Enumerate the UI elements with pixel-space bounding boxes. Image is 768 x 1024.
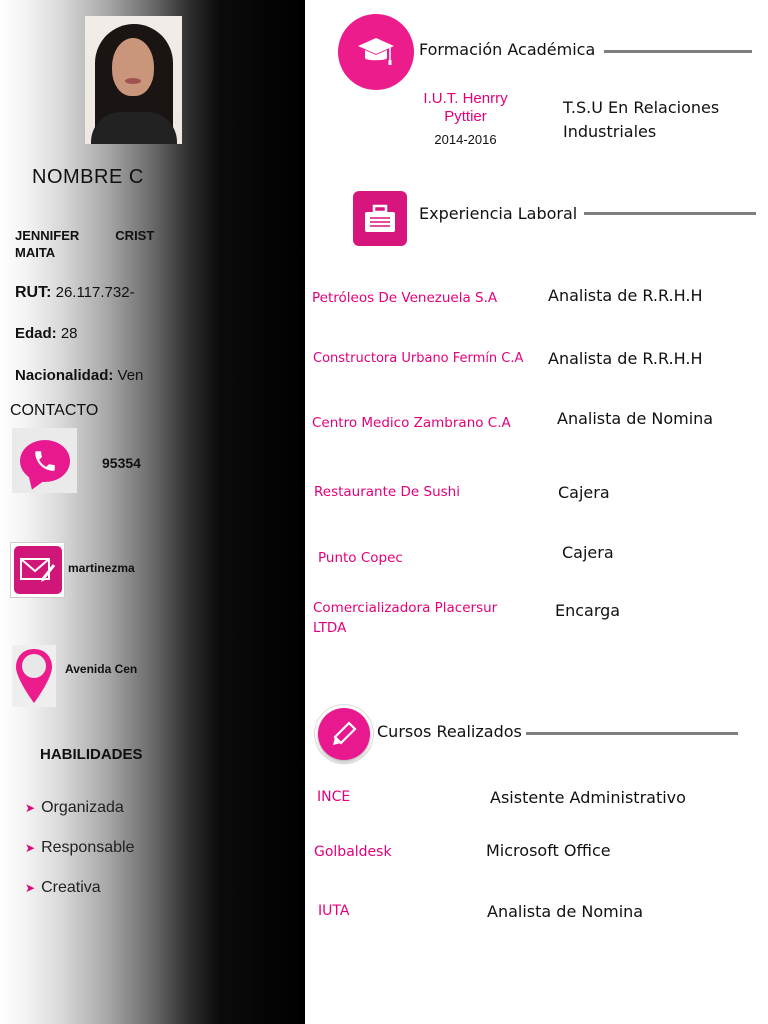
phone-icon [12,428,77,493]
job-company: Constructora Urbano Fermín C.A [313,351,524,366]
course-name: Asistente Administrativo [490,788,686,807]
arrow-bullet-icon: ➤ [25,881,36,895]
arrow-bullet-icon: ➤ [25,841,36,855]
education-degree: T.S.U En Relaciones Industriales [563,98,720,141]
skill-item [25,839,134,857]
phone-number: 95354 [102,455,141,471]
graduation-cap-icon [338,14,414,90]
job-company: Punto Copec [318,550,403,566]
briefcase-icon [353,191,407,246]
job-role: Analista de R.R.H.H [548,349,703,368]
education-years: 2014-2016 [434,132,497,147]
age-row [15,325,78,342]
nationality-label: Nacionalidad: [15,367,114,384]
skills-title: HABILIDADES [40,746,143,763]
job-company: Petróleos De Venezuela S.A [312,290,498,306]
course-org: IUTA [318,903,350,919]
job-company: Comercializadora Placersur LTDA [313,600,498,636]
job-company: Restaurante De Sushi [314,484,460,500]
pencil-icon [314,704,374,764]
contact-title: CONTACTO [10,402,99,419]
map-pin-icon [12,645,56,707]
email-address: martinezma [68,561,135,575]
skill-item [25,879,101,897]
experience-title: Experiencia Laboral [419,204,578,223]
nationality-row [15,367,143,384]
education-title: Formación Académica [419,40,596,59]
skill-item [25,799,124,817]
nationality-value: Ven [113,367,144,384]
section-divider [604,50,752,53]
skill-label: Responsable [41,839,135,856]
envelope-icon [10,542,65,598]
skill-label: Organizada [41,799,124,816]
job-role: Analista de R.R.H.H [548,286,703,305]
rut-row [15,284,135,302]
skill-label: Creativa [41,879,101,896]
course-name: Microsoft Office [486,841,611,860]
job-role: Encarga [555,601,621,620]
section-divider [584,212,756,215]
name-second: CRIST [115,228,155,243]
courses-title: Cursos Realizados [377,722,522,741]
course-org: INCE [317,789,351,805]
job-role: Analista de Nomina [557,409,714,428]
profile-photo [85,16,182,144]
rut-value: 26.117.732- [51,284,135,301]
full-name [15,227,295,261]
section-divider [526,732,738,735]
job-company: Centro Medico Zambrano C.A [312,415,511,431]
course-org: Golbaldesk [314,844,392,860]
course-name: Analista de Nomina [487,902,644,921]
rut-label: RUT: [15,284,52,301]
education-institution: I.U.T. Henrry Pyttier [423,90,508,125]
job-role: Cajera [558,483,610,502]
name-first: JENNIFER [15,228,80,243]
name-last: MAITA [15,245,56,260]
age-label: Edad: [15,325,57,342]
job-role: Cajera [562,543,614,562]
address: Avenida Cen [65,662,138,676]
age-value: 28 [56,325,78,342]
left-panel [0,0,305,1024]
arrow-bullet-icon: ➤ [25,801,36,815]
name-heading: NOMBRE C [32,166,144,188]
